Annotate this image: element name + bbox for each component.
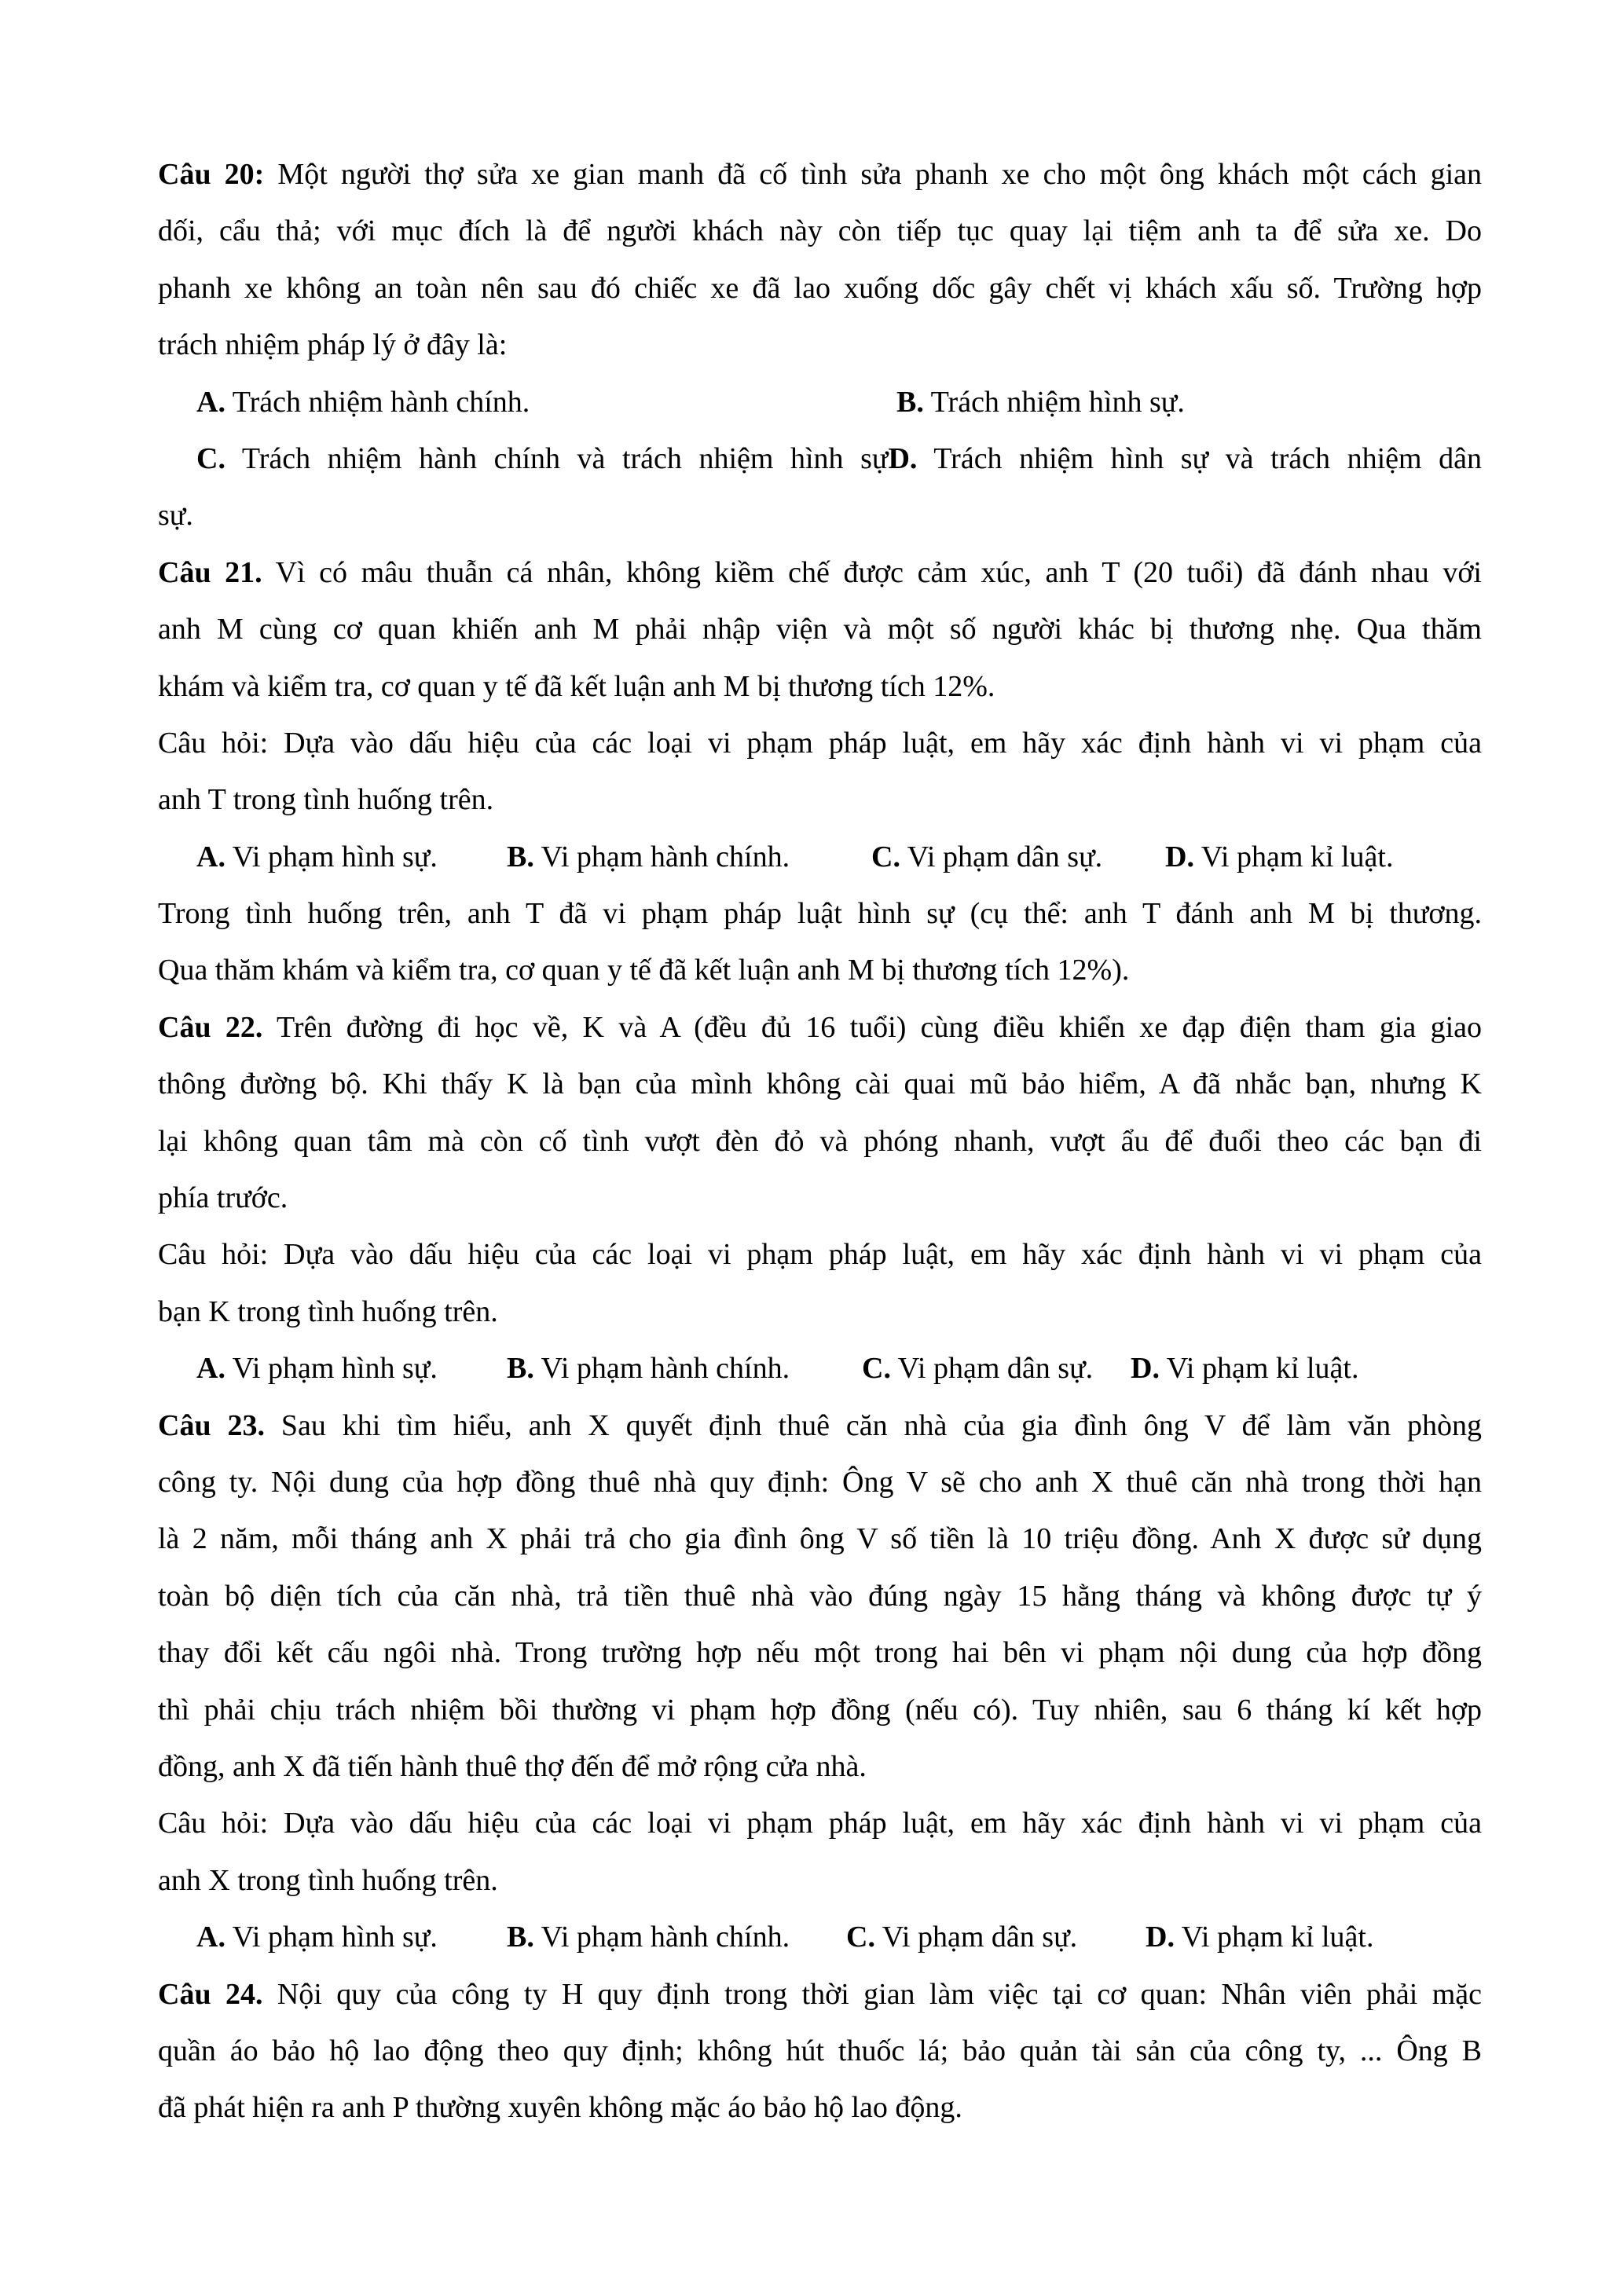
option-d[interactable] bbox=[888, 442, 1482, 475]
text-line: toàn bộ diện tích của căn nhà, trả tiền thuê nhà vào đúng ngày 15 hằng tháng và không được tự ý bbox=[158, 1579, 1482, 1613]
text-line: dối, cẩu thả; với mục đích là để người khách này còn tiếp tục quay lại tiệm anh ta để sửa xe. Do bbox=[158, 214, 1482, 248]
options-row bbox=[158, 430, 1482, 487]
question-22-line bbox=[158, 999, 1482, 1056]
text-line: anh M cùng cơ quan khiến anh M phải nhập viện và một số người khác bị thương nhẹ. Qua thăm bbox=[158, 613, 1482, 646]
option-d[interactable] bbox=[1131, 1340, 1358, 1397]
option-c[interactable] bbox=[871, 829, 1102, 885]
option-key: D. bbox=[1146, 1921, 1175, 1954]
option-text: Vi phạm kỉ luật. bbox=[1193, 840, 1394, 873]
option-a[interactable] bbox=[196, 829, 438, 885]
option-b[interactable] bbox=[507, 829, 790, 885]
option-text: Vi phạm kỉ luật. bbox=[1159, 1352, 1359, 1386]
option-key: D. bbox=[1131, 1352, 1160, 1386]
question-prompt: Câu hỏi: Dựa vào dấu hiệu của các loại vi phạm pháp luật, em hãy xác định hành vi vi phạm của bbox=[158, 726, 1482, 760]
text-line: là 2 năm, mỗi tháng anh X phải trả cho gia đình ông V số tiền là 10 triệu đồng. Anh X được sử dụng bbox=[158, 1522, 1482, 1556]
option-text: Trách nhiệm hành chính và trách nhiệm hình sự bbox=[225, 441, 889, 475]
option-key: C. bbox=[871, 840, 900, 873]
option-text: Vi phạm hình sự. bbox=[225, 840, 438, 873]
option-text: Vi phạm hành chính. bbox=[533, 840, 790, 873]
option-d[interactable] bbox=[1146, 1909, 1373, 1965]
question-label: Câu 20: bbox=[158, 158, 265, 191]
question-label: Câu 23. bbox=[158, 1408, 265, 1442]
option-c[interactable] bbox=[196, 442, 888, 475]
option-key: B. bbox=[507, 840, 534, 873]
question-prompt: bạn K trong tình huống trên. bbox=[158, 1294, 498, 1328]
option-key: A. bbox=[196, 840, 225, 873]
text: Nội quy của công ty H quy định trong thời gian làm việc tại cơ quan: Nhân viên phải mặc bbox=[262, 1977, 1482, 2011]
option-key: D. bbox=[888, 441, 918, 475]
question-21-line bbox=[158, 544, 1482, 601]
option-text: Trách nhiệm hình sự. bbox=[923, 385, 1185, 419]
text-line: đồng, anh X đã tiến hành thuê thợ đến để mở rộng cửa nhà. bbox=[158, 1749, 867, 1783]
option-key: C. bbox=[862, 1352, 891, 1386]
option-key: D. bbox=[1165, 840, 1194, 873]
text: Trên đường đi học về, K và A (đều đủ 16 tuổi) cùng điều khiển xe đạp điện tham gia giao bbox=[262, 1010, 1482, 1044]
text-line: quần áo bảo hộ lao động theo quy định; không hút thuốc lá; bảo quản tài sản của công ty, ... Ông B bbox=[158, 2034, 1482, 2067]
text-line: thì phải chịu trách nhiệm bồi thường vi phạm hợp đồng (nếu có). Tuy nhiên, sau 6 tháng kí kết hợp bbox=[158, 1693, 1482, 1727]
question-prompt: anh X trong tình huống trên. bbox=[158, 1863, 498, 1897]
option-key: A. bbox=[196, 1352, 225, 1386]
question-24-line bbox=[158, 1966, 1482, 2023]
option-text: Vi phạm hành chính. bbox=[533, 1352, 790, 1386]
text-line: trách nhiệm pháp lý ở đây là: bbox=[158, 328, 508, 362]
option-key: C. bbox=[846, 1921, 875, 1954]
text-line: thông đường bộ. Khi thấy K là bạn của mình không cài quai mũ bảo hiểm, A đã nhắc bạn, nhưng K bbox=[158, 1067, 1482, 1101]
document-page bbox=[158, 146, 1482, 2137]
option-key: B. bbox=[896, 385, 924, 419]
explanation-line: Trong tình huống trên, anh T đã vi phạm pháp luật hình sự (cụ thể: anh T đánh anh M bị thương. bbox=[158, 897, 1482, 931]
option-a[interactable] bbox=[196, 1909, 438, 1965]
option-b[interactable] bbox=[507, 1909, 790, 1965]
option-b[interactable] bbox=[896, 374, 1185, 430]
option-text: Vi phạm hình sự. bbox=[225, 1921, 438, 1954]
text-line: khám và kiểm tra, cơ quan y tế đã kết luận anh M bị thương tích 12%. bbox=[158, 669, 995, 703]
text-line: đã phát hiện ra anh P thường xuyên không mặc áo bảo hộ lao động. bbox=[158, 2091, 962, 2125]
text-line: phanh xe không an toàn nên sau đó chiếc xe đã lao xuống dốc gây chết vị khách xấu số. Trường hợp bbox=[158, 271, 1482, 305]
question-prompt: Câu hỏi: Dựa vào dấu hiệu của các loại vi phạm pháp luật, em hãy xác định hành vi vi phạm của bbox=[158, 1238, 1482, 1272]
question-prompt: Câu hỏi: Dựa vào dấu hiệu của các loại vi phạm pháp luật, em hãy xác định hành vi vi phạm của bbox=[158, 1807, 1482, 1840]
option-key: C. bbox=[196, 441, 225, 475]
option-text: Vi phạm kỉ luật. bbox=[1174, 1921, 1374, 1954]
option-text: Vi phạm dân sự. bbox=[890, 1352, 1094, 1386]
text-line: thay đổi kết cấu ngôi nhà. Trong trường hợp nếu một trong hai bên vi phạm nội dung của hợp đồng bbox=[158, 1636, 1482, 1670]
text-line: công ty. Nội dung của hợp đồng thuê nhà quy định: Ông V sẽ cho anh X thuê căn nhà trong thời hạn bbox=[158, 1465, 1482, 1499]
text-line: sự. bbox=[158, 499, 193, 533]
text-line: lại không quan tâm mà còn cố tình vượt đèn đỏ và phóng nhanh, vượt ẩu để đuổi theo các bạn đi bbox=[158, 1124, 1482, 1158]
text-line: phía trước. bbox=[158, 1181, 288, 1215]
text: Sau khi tìm hiểu, anh X quyết định thuê căn nhà của gia đình ông V để làm văn phòng bbox=[264, 1408, 1482, 1442]
question-prompt: anh T trong tình huống trên. bbox=[158, 783, 494, 817]
text: Vì có mâu thuẫn cá nhân, không kiềm chế được cảm xúc, anh T (20 tuổi) đã đánh nhau với bbox=[262, 555, 1482, 589]
option-text: Trách nhiệm hình sự và trách nhiệm dân bbox=[917, 441, 1482, 475]
option-key: A. bbox=[196, 1921, 225, 1954]
option-key: B. bbox=[507, 1352, 534, 1386]
option-text: Vi phạm dân sự. bbox=[900, 840, 1103, 873]
option-a[interactable] bbox=[196, 1340, 438, 1397]
text: Một người thợ sửa xe gian manh đã cố tình sửa phanh xe cho một ông khách một cách gian bbox=[264, 158, 1482, 191]
option-d[interactable] bbox=[1165, 829, 1393, 885]
question-label: Câu 22. bbox=[158, 1010, 263, 1044]
option-a[interactable] bbox=[196, 374, 530, 430]
option-c[interactable] bbox=[846, 1909, 1077, 1965]
explanation-line: Qua thăm khám và kiểm tra, cơ quan y tế đã kết luận anh M bị thương tích 12%). bbox=[158, 954, 1130, 987]
option-b[interactable] bbox=[507, 1340, 790, 1397]
question-20-line bbox=[158, 146, 1482, 203]
option-key: A. bbox=[196, 385, 225, 419]
question-23-line bbox=[158, 1397, 1482, 1454]
option-text: Trách nhiệm hành chính. bbox=[225, 385, 530, 419]
options-row bbox=[158, 1340, 1482, 1397]
options-row bbox=[158, 829, 1482, 885]
option-key: B. bbox=[507, 1921, 534, 1954]
option-text: Vi phạm hành chính. bbox=[533, 1921, 790, 1954]
question-label: Câu 24. bbox=[158, 1977, 263, 2011]
option-text: Vi phạm dân sự. bbox=[874, 1921, 1078, 1954]
option-c[interactable] bbox=[862, 1340, 1093, 1397]
options-row bbox=[158, 374, 1482, 430]
options-row bbox=[158, 1909, 1482, 1965]
question-label: Câu 21. bbox=[158, 555, 262, 589]
option-text: Vi phạm hình sự. bbox=[225, 1352, 438, 1386]
